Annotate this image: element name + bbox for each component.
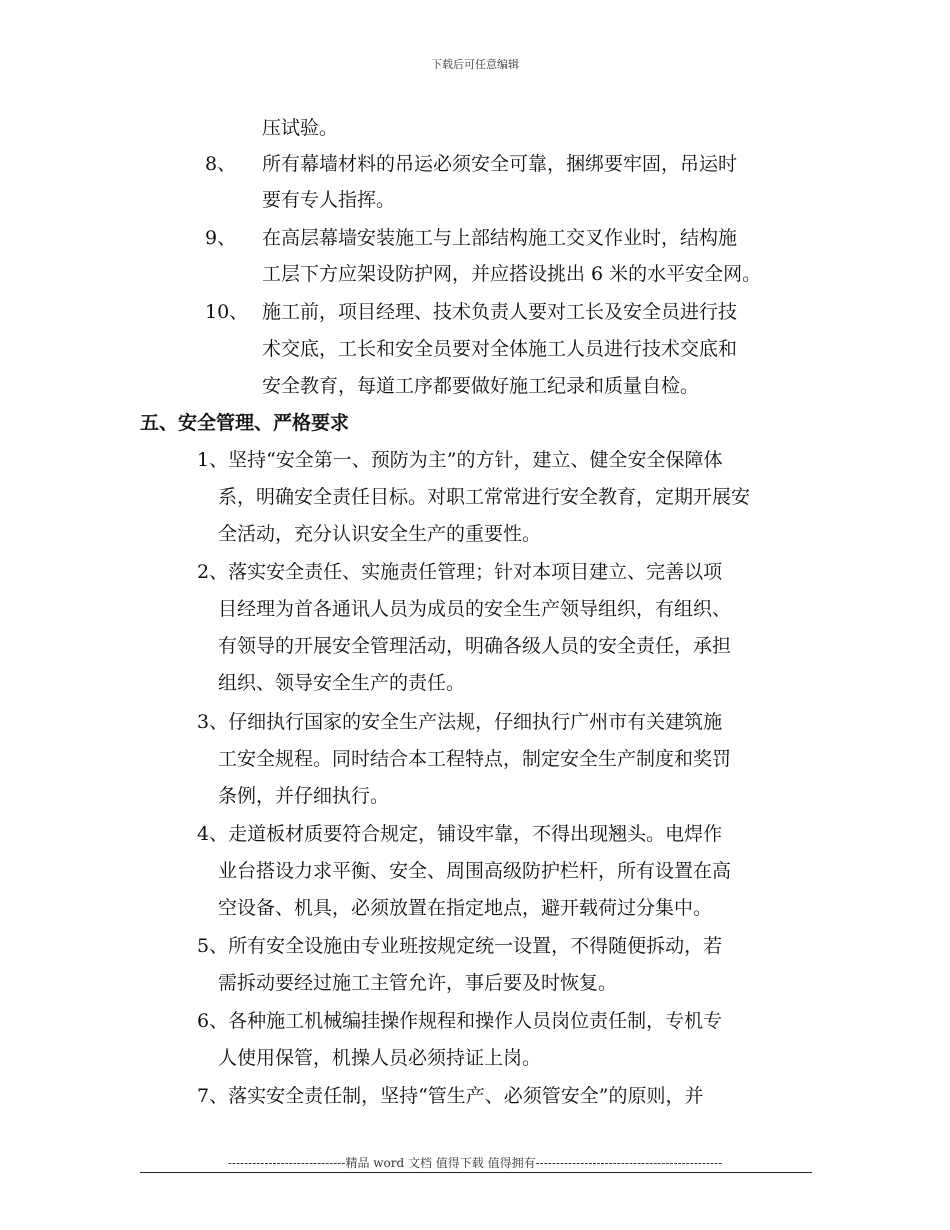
s5-item-2-line-4: 组织、领导安全生产的责任。 <box>218 672 466 694</box>
item-8-line-1: 所有幕墙材料的吊运必须安全可靠，捆绑要牢固，吊运时 <box>262 153 738 175</box>
s5-item-6-line-2: 人使用保管，机操人员必须持证上岗。 <box>218 1047 542 1069</box>
header-note: 下载后可任意编辑 <box>431 58 519 71</box>
item-10-number: 10、 <box>205 301 249 323</box>
item-8-line-2: 要有专人指挥。 <box>262 189 396 211</box>
s5-item-3-line-3: 条例，并仔细执行。 <box>218 785 390 807</box>
s5-item-1-line-2: 系，明确安全责任目标。对职工常常进行安全教育，定期开展安 <box>218 486 751 508</box>
s5-item-2-line-3: 有领导的开展安全管理活动，明确各级人员的安全责任，承担 <box>218 635 732 657</box>
s5-item-4-line-1: 4、走道板材质要符合规定，铺设牢靠，不得出现翘头。电焊作 <box>197 823 723 845</box>
s5-item-6-line-1: 6、各种施工机械编挂操作规程和操作人员岗位责任制，专机专 <box>197 1010 723 1032</box>
s5-item-4-line-3: 空设备、机具，必须放置在指定地点，避开载荷过分集中。 <box>218 897 713 919</box>
item-10-line-1: 施工前，项目经理、技术负责人要对工长及安全员进行技 <box>262 301 738 323</box>
item-10-line-2: 术交底，工长和安全员要对全体施工人员进行技术交底和 <box>262 338 738 360</box>
s5-item-7-line-1: 7、落实安全责任制，坚持“管生产、必须管安全”的原则，并 <box>197 1085 704 1107</box>
item-10-line-3: 安全教育，每道工序都要做好施工纪录和质量自检。 <box>262 375 700 397</box>
s5-item-1-line-1: 1、坚持“安全第一、预防为主”的方针，建立、健全安全保障体 <box>197 449 723 471</box>
s5-item-4-line-2: 业台搭设力求平衡、安全、周围高级防护栏杆，所有设置在高 <box>218 860 732 882</box>
s5-item-5-line-2: 需拆动要经过施工主管允许，事后要及时恢复。 <box>218 972 618 994</box>
item-9-line-1: 在高层幕墙安装施工与上部结构施工交叉作业时，结构施 <box>262 227 738 249</box>
section-5-heading: 五、安全管理、严格要求 <box>140 412 350 434</box>
item-9-line-2: 工层下方应架设防护网，并应搭设挑出 6 米的水平安全网。 <box>262 263 762 285</box>
item-9-number: 9、 <box>205 227 237 249</box>
s5-item-2-line-2: 目经理为首各通讯人员为成员的安全生产领导组织，有组织、 <box>218 598 732 620</box>
s5-item-1-line-3: 全活动，充分认识安全生产的重要性。 <box>218 523 542 545</box>
s5-item-3-line-2: 工安全规程。同时结合本工程特点，制定安全生产制度和奖罚 <box>218 748 732 770</box>
s5-item-3-line-1: 3、仔细执行国家的安全生产法规，仔细执行广州市有关建筑施 <box>197 711 723 733</box>
footer-rule <box>140 1172 812 1173</box>
s5-item-5-line-1: 5、所有安全设施由专业班按规定统一设置，不得随便拆动，若 <box>197 935 723 957</box>
continuation-line: 压试验。 <box>262 117 339 139</box>
s5-item-2-line-1: 2、落实安全责任、实施责任管理；针对本项目建立、完善以项 <box>197 561 723 583</box>
footer-text: -----------------------------精品 word 文档 值得下载 值得拥有---------------------------------------------- <box>227 1156 723 1170</box>
item-8-number: 8、 <box>205 153 237 175</box>
